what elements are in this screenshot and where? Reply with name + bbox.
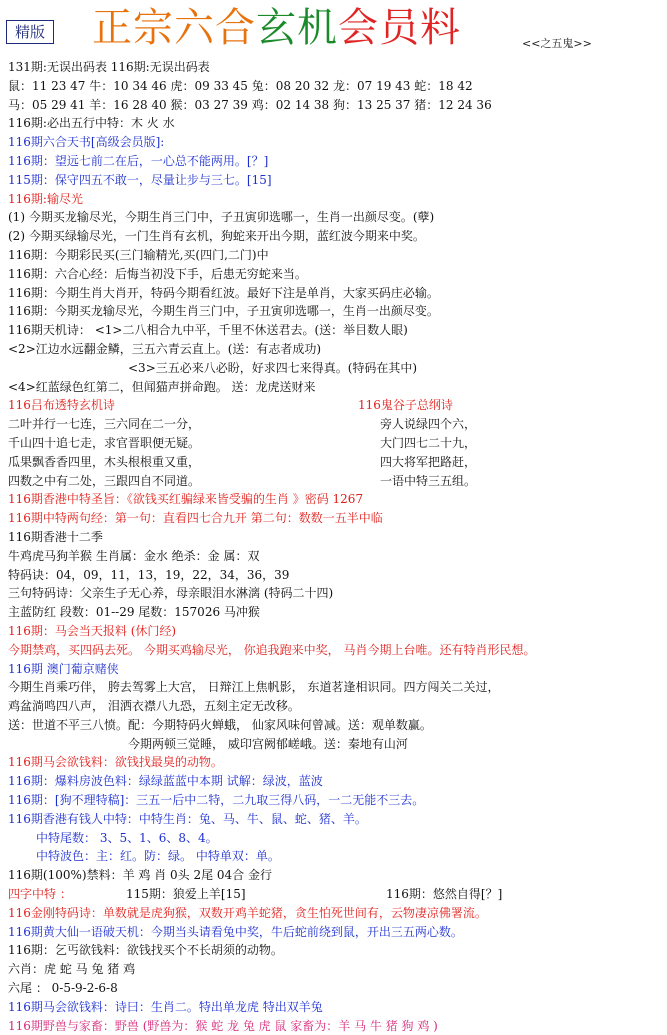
text-line: (2) 今期买绿输尽光，一门生肖有玄机，狗蛇来开出今期，蓝红波今期来中奖。 [8,229,425,244]
text-line: 116期：今期生肖大肖开，特码今期看红波。最好下注是单肖，大家买码庄必输。 [8,285,439,300]
text-line: <4>红蓝绿色红第二，但闻猫声拼命跑。 送：龙虎送财来 [8,379,316,394]
line-left: 二叶并行一七连，三六同在二一分， [8,417,201,432]
edition-badge: 精版 [6,20,54,44]
text-line: 中特波色：主：红。防：绿。 中特单双：单。 [36,849,280,864]
text-line: 116期香港中特圣旨：《欲钱买红骗绿来皆受骗的生肖 》密码 1267 [8,492,364,507]
text-line: 送：世道不平三八愤。配：今期特码火蝉蛾， 仙家风味何曾减。送：观单数赢。 [8,717,432,732]
line-segment: 115期：狼爱上羊[15] [126,887,246,902]
text-line: 116期天机诗： <1>二八相合九中平，千里不休送君去。(送：举目数人眼) [8,323,408,338]
line-segment: 四字中特 ： [8,887,72,902]
text-line: 116期：今期买龙输尽光，今期生肖三门中，子丑寅卯选哪一，生肖一出颜尽变。 [8,304,439,319]
line-left: 千山四十追七走，求官晋职便无疑。 [8,435,201,450]
text-line: 牛鸡虎马狗羊猴 生肖属：金水 绝杀：金 属：双 [8,548,260,563]
text-line: 116期香港十二季 [8,529,103,544]
text-line: 116期六合天书[高级会员版]: [8,135,165,150]
text-line: 116期：马会当天报料 (休门经) [8,623,177,638]
text-line: 今期禁鸡，买四码去死。 今期买鸡输尽光， 你追我跑来中奖， 马肖今期上台唯。还有特肖形民想。 [8,642,536,657]
line-left: 瓜果飘香香四里，木头根根重又重， [8,454,201,469]
text-line [8,472,663,491]
line-right: 旁人说绿四个六， [380,417,477,432]
text-line: 116期(100%)禁料：羊 鸡 肖 0头 2尾 04合 金行 [8,868,273,883]
text-line: 鼠：11 23 47 牛：10 34 46 虎：09 33 45 兔：08 20 32 龙：07 19 43 蛇：18 42 [8,78,473,93]
line-segment: 116期：悠然自得[？] [386,887,503,902]
text-line: 116期马会欲钱料：欲钱找最臭的动物。 [8,755,223,770]
page-title [92,4,461,52]
line-right: 四大将军把路赶， [380,454,477,469]
text-line: 116期马会欲钱料：诗曰：生肖二。特出单龙虎 特出双羊兔 [8,999,323,1014]
text-line: <2>江边水远翻金鳞，三五六青云直上。(送：有志者成功) [8,341,322,356]
title-part-3: 会员料 [338,5,461,51]
text-line: 今期两顿三觉睡， 威印宫阙郁嵯峨。送：秦地有山河 [128,736,408,751]
text-line: 鸡盆淌鸣四八声， 泪洒衣襟八九恐，五刻主定无改移。 [8,699,300,714]
text-line: 116金刚特码诗：单数就是虎狗猴，双数开鸡羊蛇猪，贪生怕死世间有，云物凄凉佛署流。 [8,905,487,920]
line-right: 116鬼谷子总纲诗 [358,398,453,413]
text-line: 116期：今期彩民买(三门输精光,买(四门,二门)中 [8,247,269,262]
title-part-2: 玄机 [256,5,338,51]
text-line [8,885,663,904]
text-line: 中特尾数： 3、5、1、6、8、4。 [36,830,218,845]
text-line: 116期：六合心经：后悔当初没下手，后患无穷蛇来当。 [8,266,307,281]
text-line [8,415,663,434]
text-line: 116期:必出五行中特：木 火 水 [8,116,175,131]
line-right: 大门四七二十九， [380,435,477,450]
text-line: 131期:无误出码表 116期:无误出码表 [8,60,210,74]
text-line: 116期：望远七前二在后，一心总不能两用。[？] [8,153,269,168]
text-line: 116期:输尽光 [8,191,83,206]
text-line: 六肖：虎 蛇 马 兔 猪 鸡 [8,962,136,977]
text-line: (1) 今期买龙输尽光，今期生肖三门中，子丑寅卯选哪一，生肖一出颜尽变。(孽) [8,210,435,225]
text-line: 特码诀：04，09，11，13，19，22，34，36，39 [8,567,290,582]
text-line: 主蓝防红 段数：01--29 尾数：157026 马冲猴 [8,605,260,620]
text-line: <3>三五必来八必盼，好求四七来得真。(特码在其中) [128,360,418,375]
text-line: 116期中特两句经：第一句：直看四七合九开 第二句：数数一五半中临 [8,511,383,526]
text-line: 三句特码诗：父亲生子无心养，母亲眼泪水淋漓 (特码二十四) [8,586,334,601]
text-line: 116期 澳门葡京赌侠 [8,661,119,676]
text-line: 116期：乞丐欲钱料：欲钱找买个不长胡须的动物。 [8,943,283,958]
text-line: 马：05 29 41 羊：16 28 40 猴：03 27 39 鸡：02 14 38 狗：13 25 37 猪：12 24 36 [8,97,492,112]
text-line [8,453,663,472]
page-subtitle: <<之五鬼>> [522,37,592,50]
text-line [8,434,663,453]
text-line: 116期：[狗不理特稿]：三五一后中二特，二九取三得八码，一二无能不三去。 [8,793,425,808]
text-line: 六尾 ： 0-5-9-2-6-8 [8,981,118,996]
text-line: 今期生肖乘巧伴， 胯去驾雾上大宫， 日辩江上焦帆影， 东道茗逢相识同。四方闯关二关过， [8,680,500,695]
text-line: 116期香港有钱人中特：中特生肖：兔、马、牛、鼠、蛇、猪、羊。 [8,811,367,826]
line-right: 一语中特三五组。 [380,473,477,488]
text-line: 116期野兽与家畜：野兽 (野兽为：猴 蛇 龙 兔 虎 鼠 家畜为：羊 马 牛 猪 狗 鸡 ) [8,1018,438,1033]
content-body [8,58,663,1035]
text-line [8,396,663,415]
text-line: 116期黄大仙一语破天机：今期当头请看兔中奖，牛后蛇前绕到鼠，开出三五两心数。 [8,924,463,939]
header [0,0,667,58]
text-line: 115期：保守四五不敢一，尽量让步与三七。[15] [8,172,272,187]
line-left: 116吕布透特玄机诗 [8,398,115,413]
title-part-1: 正宗六合 [92,5,256,51]
line-left: 四数之中有二处，三跟四自不同道。 [8,473,201,488]
text-line: 116期：爆料房波色料：绿绿蓝蓝中本期 试解：绿波，蓝波 [8,774,323,789]
